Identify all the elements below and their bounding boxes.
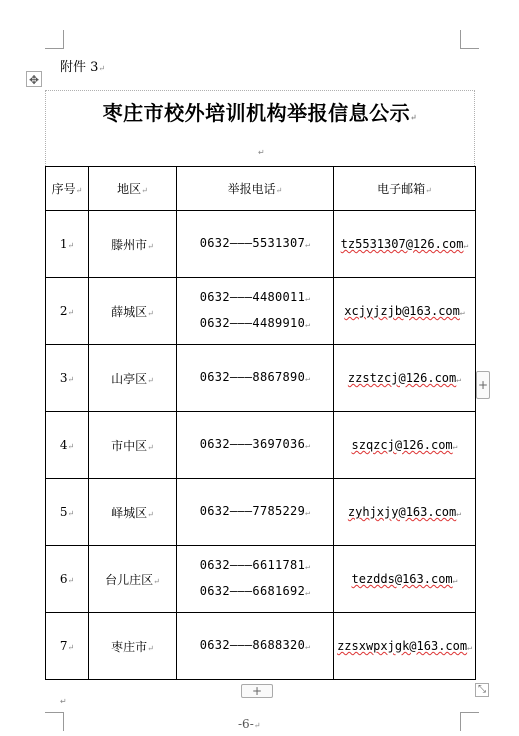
row-phone	[177, 479, 334, 546]
row-index: 7↵	[46, 613, 89, 680]
table-row	[46, 412, 476, 479]
add-row-plus-icon[interactable]: +	[241, 684, 273, 698]
phone-number: 0632———8867890↵	[199, 370, 311, 384]
phone-number: 0632———8688320↵	[199, 638, 311, 652]
row-email: zzsxwpxjgk@163.com↵	[334, 613, 476, 680]
row-email: zzstzcj@126.com↵	[334, 345, 476, 412]
row-email: szqzcj@126.com↵	[334, 412, 476, 479]
page-number: -6-↵	[238, 717, 261, 731]
row-phone	[177, 211, 334, 278]
document-title: 枣庄市校外培训机构举报信息公示↵	[102, 101, 418, 125]
header-email: 电子邮箱↵	[334, 167, 476, 211]
row-index: 4↵	[46, 412, 89, 479]
paragraph-mark: ↵	[258, 148, 265, 157]
row-region: 台儿庄区↵	[89, 546, 177, 613]
row-phone	[177, 613, 334, 680]
table-resize-icon[interactable]: ⤡	[475, 683, 489, 697]
add-column-plus-icon[interactable]: +	[476, 371, 490, 399]
row-region: 峄城区↵	[89, 479, 177, 546]
row-email: tz5531307@126.com↵	[334, 211, 476, 278]
row-index: 2↵	[46, 278, 89, 345]
phone-number: 0632———6611781↵	[199, 558, 311, 572]
phone-number: 0632———7785229↵	[199, 504, 311, 518]
row-region: 枣庄市↵	[89, 613, 177, 680]
table-row	[46, 278, 476, 345]
report-table	[45, 166, 476, 680]
table-row	[46, 479, 476, 546]
page-corner-top-right	[460, 30, 479, 49]
table-row	[46, 546, 476, 613]
phone-number: 0632———6681692↵	[199, 584, 311, 598]
header-phone: 举报电话↵	[177, 167, 334, 211]
row-phone	[177, 345, 334, 412]
page-corner-bottom-left	[45, 712, 64, 731]
row-email: xcjyjzjb@163.com↵	[334, 278, 476, 345]
row-index: 1↵	[46, 211, 89, 278]
table-row	[46, 613, 476, 680]
row-index: 5↵	[46, 479, 89, 546]
row-index: 3↵	[46, 345, 89, 412]
header-region: 地区↵	[89, 167, 177, 211]
table-row	[46, 345, 476, 412]
row-phone	[177, 278, 334, 345]
row-region: 山亭区↵	[89, 345, 177, 412]
row-region: 市中区↵	[89, 412, 177, 479]
page-corner-top-left	[45, 30, 64, 49]
phone-number: 0632———3697036↵	[199, 437, 311, 451]
page-corner-bottom-right	[460, 712, 479, 731]
row-email: tezdds@163.com↵	[334, 546, 476, 613]
table-header-row	[46, 167, 476, 211]
table-row	[46, 211, 476, 278]
row-email: zyhjxjy@163.com↵	[334, 479, 476, 546]
row-region: 薛城区↵	[89, 278, 177, 345]
row-phone	[177, 412, 334, 479]
header-index: 序号↵	[46, 167, 89, 211]
row-index: 6↵	[46, 546, 89, 613]
paragraph-mark: ↵	[60, 697, 67, 706]
table-move-handle-icon[interactable]: ✥	[26, 71, 42, 87]
row-region: 滕州市↵	[89, 211, 177, 278]
attachment-label: 附件 3↵	[60, 60, 106, 75]
phone-number: 0632———4489910↵	[199, 316, 311, 330]
row-phone	[177, 546, 334, 613]
phone-number: 0632———5531307↵	[199, 236, 311, 250]
phone-number: 0632———4480011↵	[199, 290, 311, 304]
